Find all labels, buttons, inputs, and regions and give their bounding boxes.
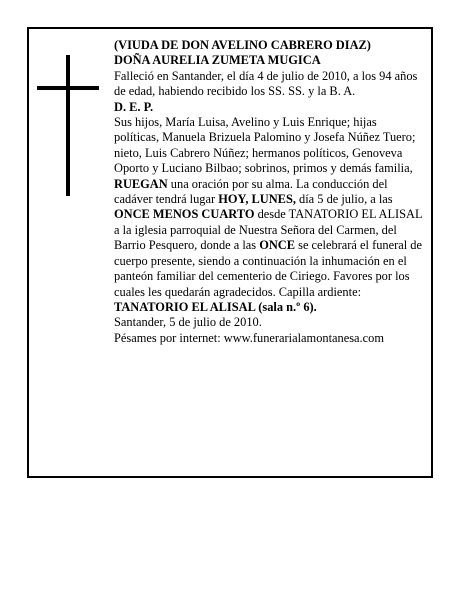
ruegan-text: RUEGAN <box>114 176 168 191</box>
cross-icon-horizontal-bar <box>37 86 99 90</box>
announcement-text-4: se celebrará el funeral de cuerpo presente, siendo a continuación la inhumación en el panteón familiar del cementerio de Ciriego. Favores por los cuales les quedarán agradecidos. Capilla ardiente: <box>114 238 422 299</box>
death-line-1: Falleció en Santander, el día 4 de julio de 2010, a los 94 años <box>114 68 418 83</box>
announcement-paragraph <box>114 177 424 316</box>
announcement-text-2: día 5 de julio, a las <box>295 192 393 207</box>
once-text: ONCE <box>259 238 296 253</box>
announcement-text-3: desde TANATORIO EL ALISAL a la iglesia parroquial de Nuestra Señora del Carmen, del Barrio Pesquero, donde a las <box>114 207 423 253</box>
date-line: Santander, 5 de julio de 2010. <box>114 315 262 330</box>
hoy-lunes-text: HOY, LUNES, <box>218 192 296 207</box>
tanatorio-text: TANATORIO EL ALISAL (sala n.º 6). <box>114 299 317 314</box>
once-menos-cuarto-text: ONCE MENOS CUARTO <box>114 207 255 222</box>
web-line: Pésames por internet: www.funerarialamontanesa.com <box>114 330 384 345</box>
family-paragraph: Sus hijos, María Luisa, Avelino y Luis Enrique; hijas políticas, Manuela Brizuela Palomino y Josefa Núñez Tuero; nieto, Luis Cabrero Núñez; hermanos políticos, Genoveva Oporto y Luciano Bilbao; sobrinos, primos y demás familia, <box>114 115 416 176</box>
deceased-name: DOÑA AURELIA ZUMETA MUGICA <box>114 53 321 68</box>
cross-icon-vertical-bar <box>66 55 70 196</box>
obituary-text <box>114 38 424 346</box>
death-line-2: de edad, habiendo recibido los SS. SS. y la B. A. <box>114 84 356 99</box>
dep-line: D. E. P. <box>114 99 154 114</box>
announcement-text-1: una oración por su alma. La conducción del cadáver tendrá lugar <box>114 176 388 207</box>
widow-line: (VIUDA DE DON AVELINO CABRERO DIAZ) <box>114 38 371 52</box>
